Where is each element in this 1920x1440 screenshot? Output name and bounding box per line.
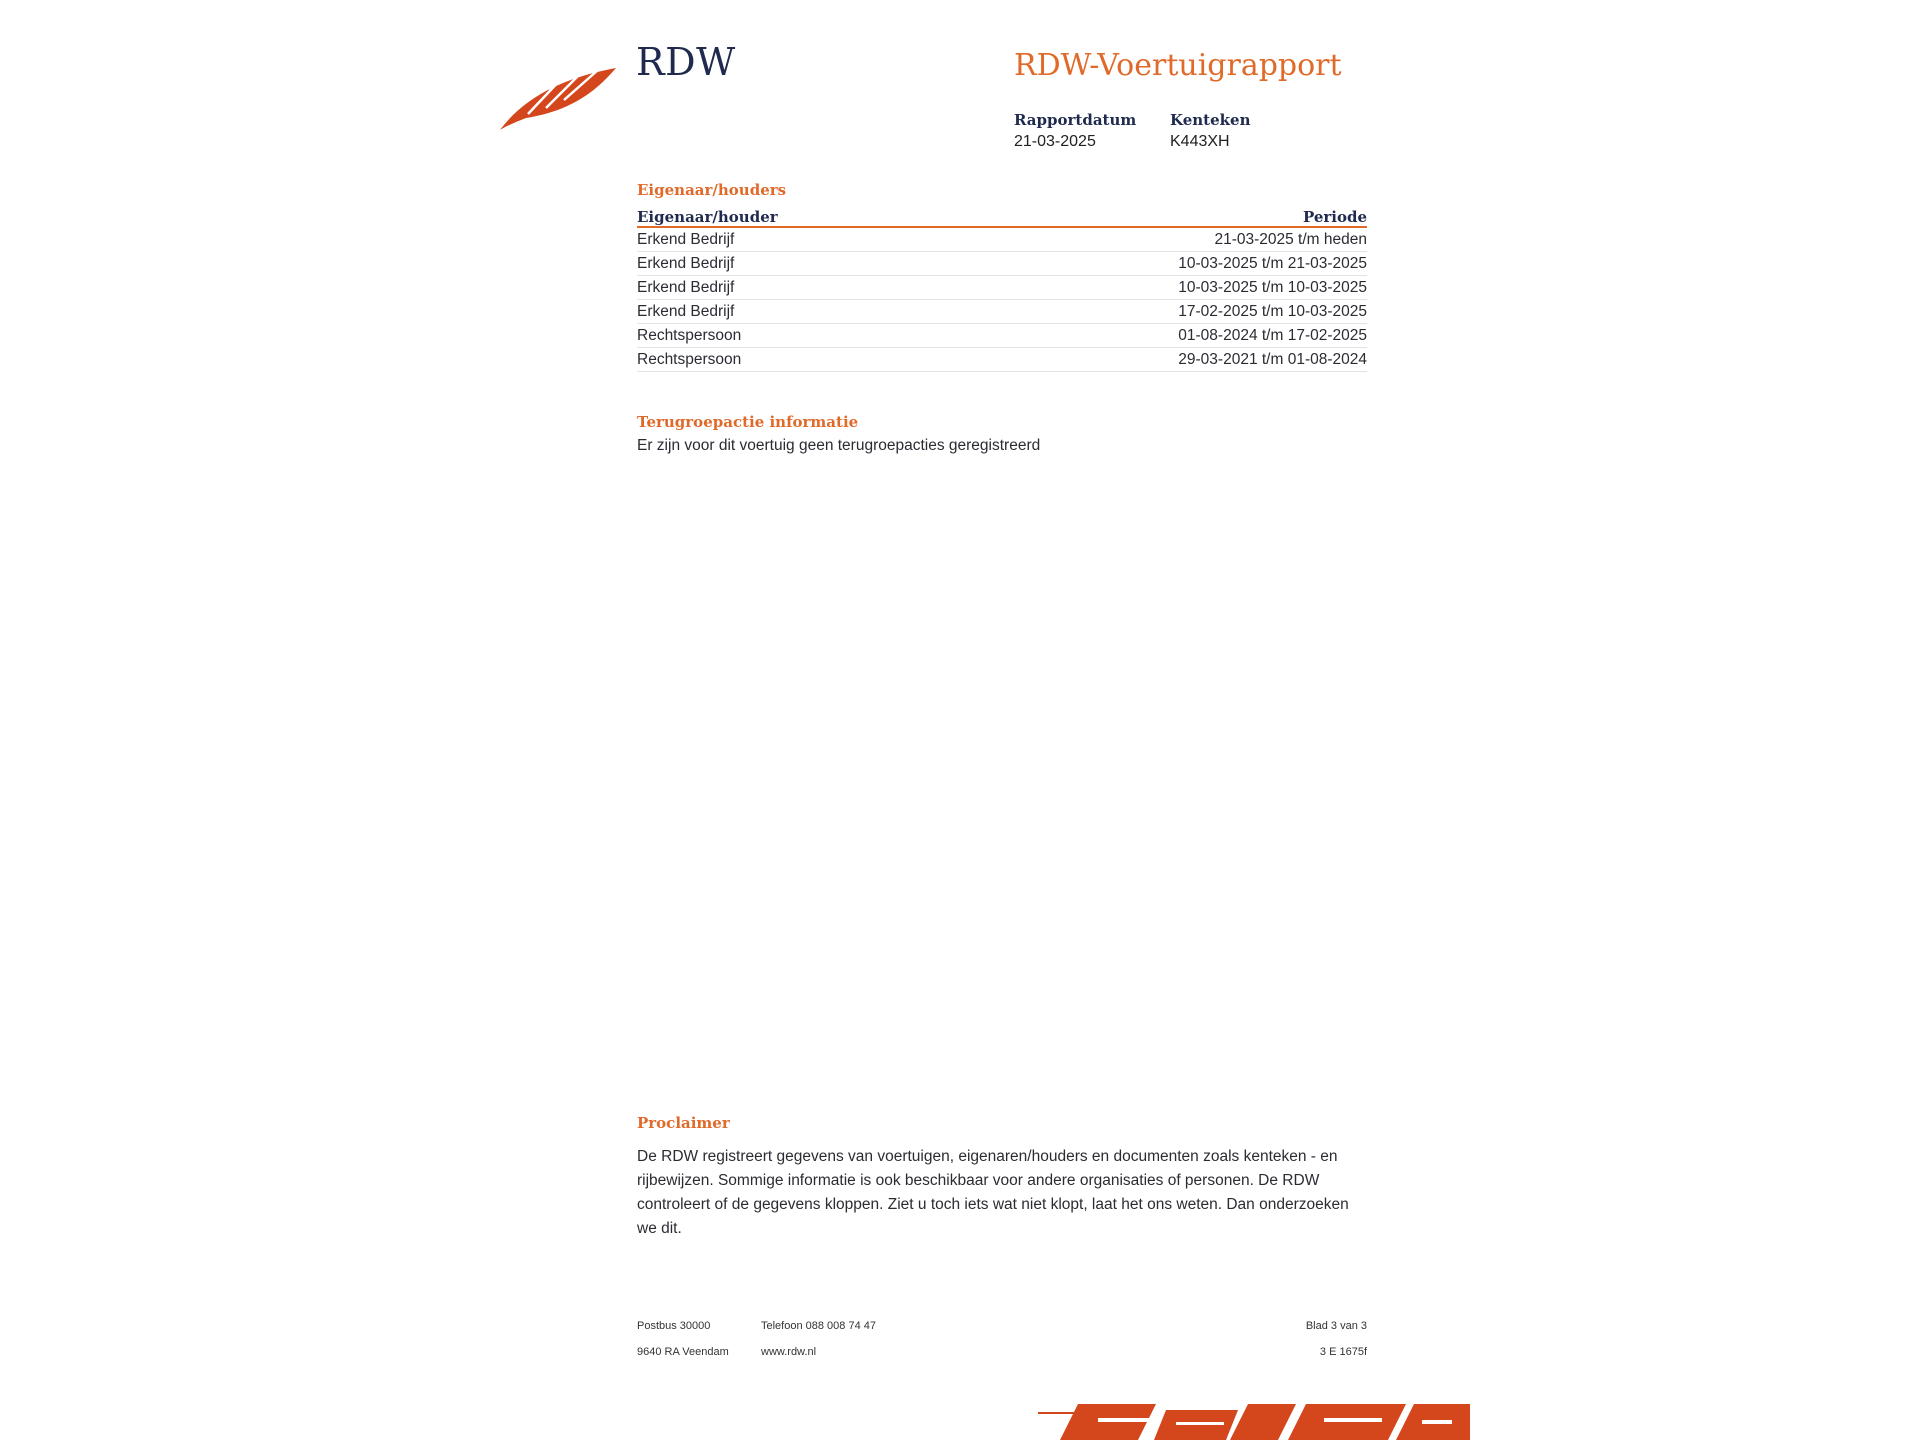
table-row [637, 348, 1367, 372]
footer-doc-code: 3 E 1675f [1319, 1346, 1367, 1358]
owner-cell: Erkend Bedrijf [637, 230, 735, 248]
table-row [637, 228, 1367, 252]
owners-table-header [637, 204, 1367, 228]
brand-name: RDW [636, 40, 736, 84]
footer-phone: Telefoon 088 008 74 47 [761, 1320, 876, 1332]
recall-text: Er zijn voor dit voertuig geen terugroepacties geregistreerd [637, 437, 1041, 454]
plate-value: K443XH [1170, 133, 1230, 150]
report-title: RDW-Voertuigrapport [1014, 48, 1342, 83]
rdw-feather-logo-icon [498, 62, 620, 132]
period-cell: 21-03-2025 t/m heden [1214, 230, 1367, 248]
footer-page-number: Blad 3 van 3 [1305, 1320, 1367, 1332]
owner-cell: Erkend Bedrijf [637, 278, 735, 296]
period-cell: 01-08-2024 t/m 17-02-2025 [1178, 326, 1367, 344]
plate-label: Kenteken [1170, 111, 1251, 129]
report-date-label: Rapportdatum [1014, 111, 1137, 129]
footer-address-line1: Postbus 30000 [637, 1320, 711, 1332]
proclaimer-section-title: Proclaimer [637, 1114, 730, 1132]
proclaimer-text: De RDW registreert gegevens van voertuigen, eigenaren/houders en documenten zoals kenteken - en rijbewijzen. Sommige informatie is ook beschikbaar voor andere organisaties of personen. De RDW controleert of de gegevens kloppen. Ziet u toch iets wat niet klopt, laat het ons weten. Dan onderzoeken we dit. [637, 1148, 1349, 1237]
table-row [637, 300, 1367, 324]
period-cell: 10-03-2025 t/m 10-03-2025 [1178, 278, 1367, 296]
table-row [637, 276, 1367, 300]
col-period-header: Periode [1302, 208, 1367, 226]
owner-cell: Rechtspersoon [637, 350, 742, 368]
table-row [637, 324, 1367, 348]
table-row [637, 252, 1367, 276]
decorative-stripes-icon [1038, 1400, 1470, 1440]
period-cell: 29-03-2021 t/m 01-08-2024 [1178, 350, 1367, 368]
owner-cell: Rechtspersoon [637, 326, 742, 344]
owner-cell: Erkend Bedrijf [637, 254, 735, 272]
report-date-value: 21-03-2025 [1014, 133, 1096, 150]
col-owner-header: Eigenaar/houder [637, 208, 778, 226]
recall-section-title: Terugroepactie informatie [637, 413, 859, 431]
period-cell: 10-03-2025 t/m 21-03-2025 [1178, 254, 1367, 272]
footer-address-line2: 9640 RA Veendam [637, 1346, 729, 1358]
owners-section-title: Eigenaar/houders [637, 181, 787, 199]
period-cell: 17-02-2025 t/m 10-03-2025 [1178, 302, 1367, 320]
owners-table [637, 204, 1367, 372]
footer-website[interactable]: www.rdw.nl [761, 1346, 817, 1358]
owner-cell: Erkend Bedrijf [637, 302, 735, 320]
